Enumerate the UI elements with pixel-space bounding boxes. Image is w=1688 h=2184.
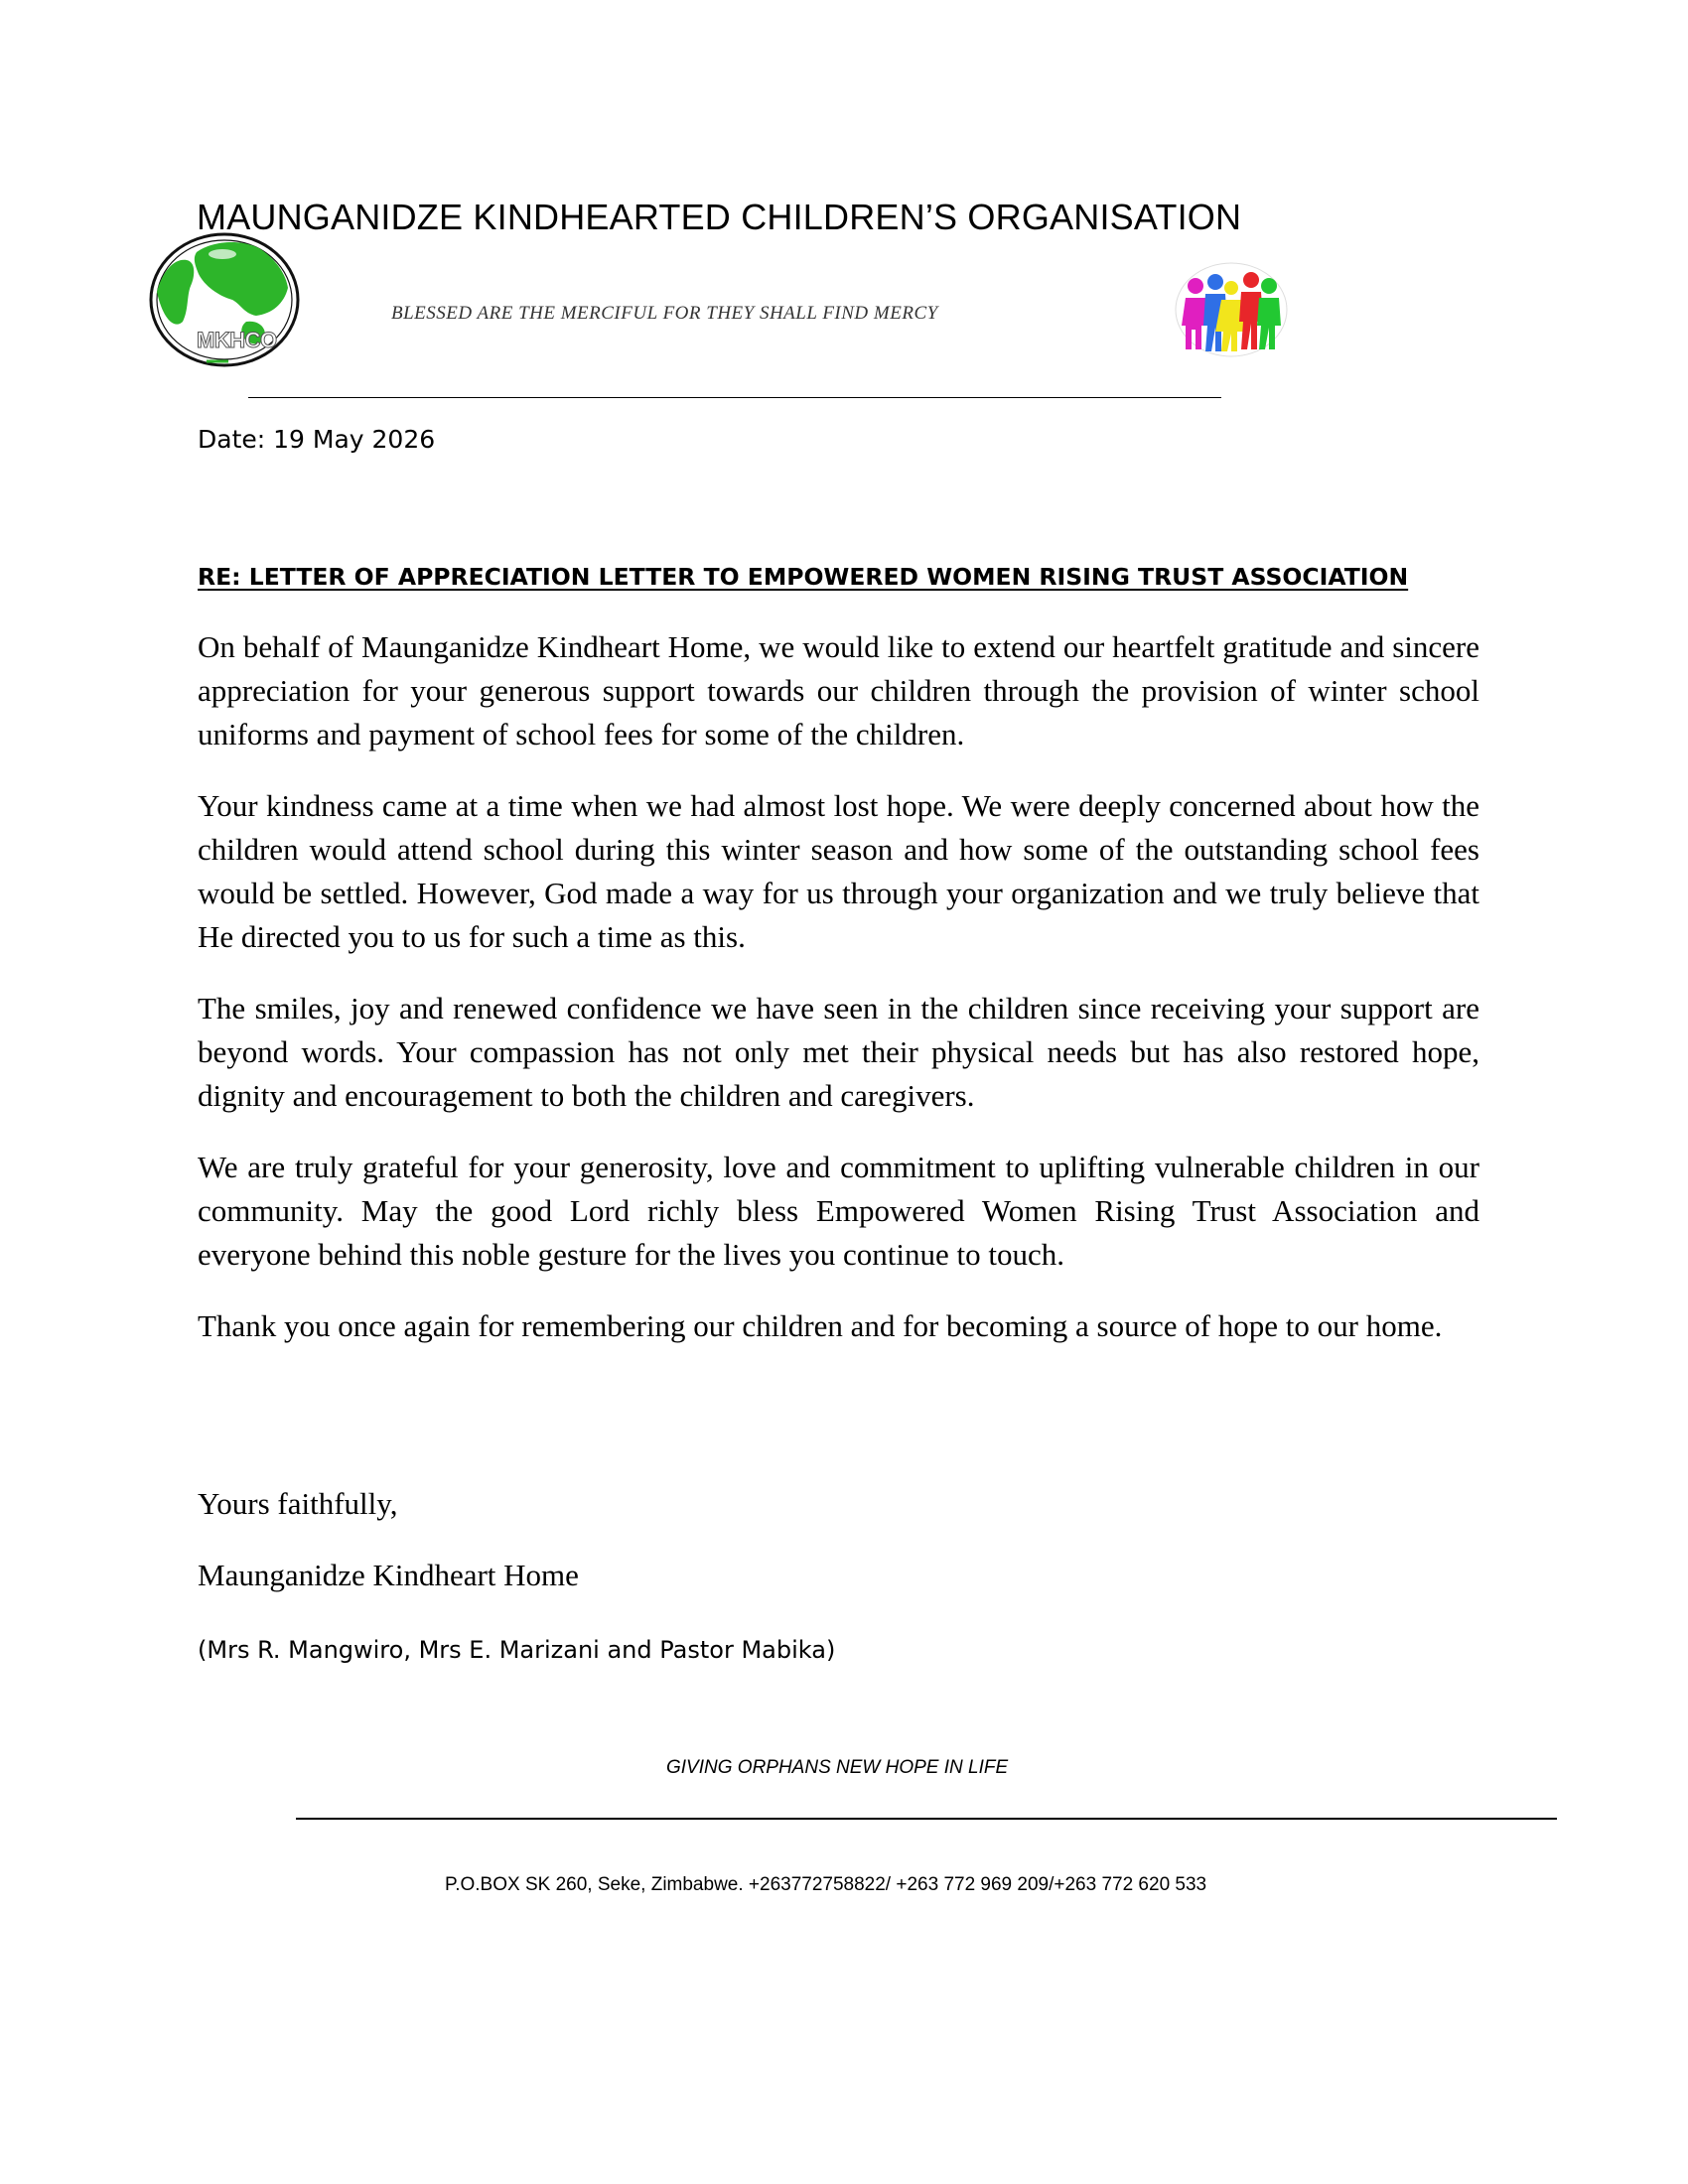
body-paragraph: Your kindness came at a time when we had almost lost hope. We were deeply concerned about how the children would attend school during this winter season and how some of the outstanding school fees would be settled. However, God made a way for us through your organization and we truly believe that He directed you to us for such a time as this. (198, 788, 1479, 954)
mkhco-logo-text: MKHCO (197, 328, 277, 352)
people-family-logo-icon (1172, 260, 1291, 359)
letter-closing: Yours faithfully, (198, 1486, 398, 1521)
signatories: (Mrs R. Mangwiro, Mrs E. Marizani and Pastor Mabika) (198, 1636, 836, 1664)
body-paragraph: On behalf of Maunganidze Kindheart Home, we would like to extend our heartfelt gratitude and sincere appreciation for your generous support towards our children through the provision of winter school uniforms and payment of school fees for some of the children. (198, 629, 1479, 751)
body-paragraph: Thank you once again for remembering our children and for becoming a source of hope to our home. (198, 1308, 1443, 1343)
footer-divider (296, 1818, 1557, 1820)
motto: BLESSED ARE THE MERCIFUL FOR THEY SHALL FIND MERCY (391, 303, 938, 324)
globe-logo-icon (145, 230, 304, 374)
letter-subject: RE: LETTER OF APPRECIATION LETTER TO EMPOWERED WOMEN RISING TRUST ASSOCIATION (198, 563, 1409, 591)
footer-address: P.O.BOX SK 260, Seke, Zimbabwe. +263772758822/ +263 772 969 209/+263 772 620 533 (445, 1874, 1207, 1895)
letter-body (198, 625, 1479, 1376)
body-paragraph: We are truly grateful for your generosity, love and commitment to uplifting vulnerable children in our community. May the good Lord richly bless Empowered Women Rising Trust Association and everyone behind this noble gesture for the lives you continue to touch. (198, 1150, 1479, 1272)
organisation-name: MAUNGANIDZE KINDHEARTED CHILDREN’S ORGANISATION (197, 197, 1242, 237)
footer-tagline: GIVING ORPHANS NEW HOPE IN LIFE (666, 1757, 1009, 1778)
header-divider (248, 397, 1221, 398)
body-paragraph: The smiles, joy and renewed confidence we have seen in the children since receiving your support are beyond words. Your compassion has not only met their physical needs but has also restored hope, dignity and encouragement to both the children and caregivers. (198, 991, 1479, 1113)
letter-date: Date: 19 May 2026 (198, 425, 436, 454)
signature-organisation: Maunganidze Kindheart Home (198, 1558, 579, 1592)
